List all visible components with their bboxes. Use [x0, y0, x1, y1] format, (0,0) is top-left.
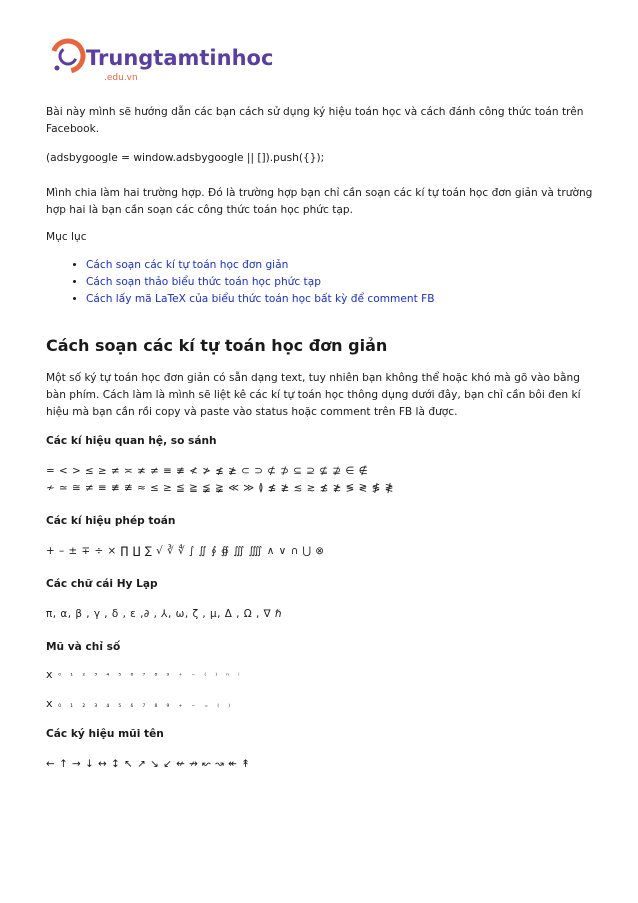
- logo-domain-text: .edu.vn: [104, 73, 138, 83]
- toc-title: Mục lục: [46, 231, 87, 243]
- toc-link-simple-symbols[interactable]: Cách soạn các kí tự toán học đơn giản: [86, 259, 289, 271]
- relations-line-2: ≁ ≃ ≅ ≠ ≡ ≢ ≇ ≈ ≤ ≥ ≦ ≧ ≨ ≩ ≪ ≫ ≬ ≰ ≱ ≲ ≳ ≴ ≵ ≶ ≷ ≸ ≹: [46, 482, 394, 494]
- subscript-chars: ₀ ₁ ₂ ₃ ₄ ₅ ₆ ₇ ₈ ₉ ₊ ₋ ₌ ₍ ₎: [58, 701, 234, 709]
- toc-item: [86, 291, 594, 308]
- toc-link-complex-expressions[interactable]: Cách soạn thảo biểu thức toán học phức tạp: [86, 276, 321, 288]
- article-body: [46, 104, 594, 790]
- table-of-contents: [46, 257, 594, 308]
- superscript-line: [46, 669, 594, 682]
- superscript-chars: ⁰ ¹ ² ³ ⁴ ⁵ ⁶ ⁷ ⁸ ⁹ ⁺ ⁻ ⁽ ⁾ ⁿ ⁱ: [58, 672, 244, 680]
- toc-item: [86, 257, 594, 274]
- arrows-heading: Các ký hiệu mũi tên: [46, 728, 164, 740]
- section-description: Một số ký tự toán học đơn giản có sẵn dạng text, tuy nhiên bạn không thể hoặc khó mà gõ vào bằng bàn phím. Cách làm là mình sẽ liệt kê các kí tự toán học thông dụng dưới đây, bạn chỉ cần bôi đen kí hiệu mà bạn cần rồi copy và paste vào status hoặc comment trên FB là được.: [46, 372, 581, 418]
- arrow-symbols: ← ↑ → ↓ ↔ ↕ ↖ ↗ ↘ ↙ ↚ ↛ ↜ ↝ ↞ ↟: [46, 758, 251, 770]
- superscript-base: x: [46, 668, 53, 681]
- relations-heading: Các kí hiệu quan hệ, so sánh: [46, 435, 217, 447]
- logo-brand-text: Trungtamtinhoc: [86, 46, 274, 70]
- toc-item: [86, 274, 594, 291]
- subscript-line: [46, 698, 594, 711]
- greek-letters: π, α, β , γ , δ , ε ,∂ , ⅄, ω, ζ , μ, Δ , Ω , ∇ ℏ: [46, 608, 282, 620]
- relations-line-1: = < > ≤ ≥ ≠ ≍ ≭ ≠ ≡ ≢ ≮ ≯ ≰ ≱ ⊂ ⊃ ⊄ ⊅ ⊆ ⊇ ⊈ ⊉ ∈ ∉: [46, 465, 369, 477]
- site-logo[interactable]: [46, 34, 276, 84]
- relations-symbols: [46, 463, 594, 497]
- intro-paragraph: Bài này mình sẽ hướng dẫn các bạn cách sử dụng ký hiệu toán học và cách đánh công thức toán trên Facebook.: [46, 106, 584, 135]
- operators-symbols: + – ± ∓ ÷ × ∏ ∐ ∑ √ ∛ ∜ ∫ ∬ ∮ ∯ ∭ ⨌ ∧ ∨ ∩ ⋃ ⊗: [46, 545, 325, 557]
- ads-code-text: (adsbygoogle = window.adsbygoogle || []).push({});: [46, 152, 325, 164]
- greek-heading: Các chữ cái Hy Lạp: [46, 578, 158, 590]
- section-heading: Cách soạn các kí tự toán học đơn giản: [46, 336, 388, 355]
- logo-graphic-icon: [46, 34, 276, 84]
- toc-link-latex-code[interactable]: Cách lấy mã LaTeX của biểu thức toán học bất kỳ để comment FB: [86, 293, 435, 305]
- powers-heading: Mũ và chỉ số: [46, 641, 121, 653]
- operators-heading: Các kí hiệu phép toán: [46, 515, 176, 527]
- cases-paragraph: Mình chia làm hai trường hợp. Đó là trường hợp bạn chỉ cần soạn các kí tự toán học đơn giản và trường hợp hai là bạn cần soạn các công thức toán học phức tạp.: [46, 187, 593, 216]
- subscript-base: x: [46, 697, 53, 710]
